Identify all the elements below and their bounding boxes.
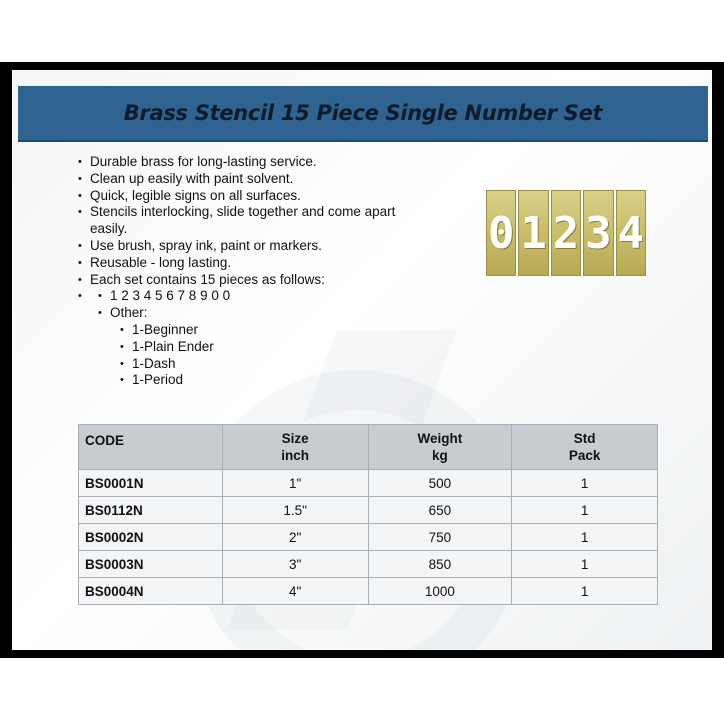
other-item: • 1-Period [76, 372, 436, 389]
header-pack-line1: Std [573, 431, 596, 446]
cell-size: 1" [222, 470, 368, 497]
cell-code: BS0004N [79, 578, 223, 605]
other-items-list [76, 322, 436, 389]
header-size-line1: Size [281, 431, 309, 446]
cell-size: 1.5" [222, 497, 368, 524]
header-code: CODE [79, 425, 223, 470]
table-row [79, 551, 658, 578]
stencil-digit: 3 [585, 207, 612, 259]
table-row [79, 524, 658, 551]
table-row [79, 497, 658, 524]
header-size-line2: inch [281, 448, 310, 463]
other-item: • 1-Plain Ender [76, 339, 436, 356]
cell-size: 3" [222, 551, 368, 578]
table-row [79, 470, 658, 497]
cell-weight: 750 [368, 524, 512, 551]
cell-size: 2" [222, 524, 368, 551]
cell-size: 4" [222, 578, 368, 605]
table-header-row [79, 425, 658, 470]
stencil-plate [616, 190, 646, 276]
title-bar [18, 86, 708, 142]
product-title: Brass Stencil 15 Piece Single Number Set [123, 101, 603, 125]
brass-stencil-image [486, 190, 646, 276]
feature-item: • Each set contains 15 pieces as follows: [76, 272, 436, 289]
stencil-digit: 4 [617, 207, 645, 259]
header-size [222, 425, 368, 470]
stencil-plate [583, 190, 613, 276]
cell-code: BS0002N [79, 524, 223, 551]
other-item: • 1-Beginner [76, 322, 436, 339]
other-item: • 1-Dash [76, 356, 436, 373]
stencil-plate [551, 190, 581, 276]
stencil-plate [486, 190, 516, 276]
cell-code: BS0003N [79, 551, 223, 578]
stencil-digit: 1 [520, 207, 547, 259]
other-label: • Other: [76, 305, 436, 322]
stencil-digit: 0 [487, 207, 515, 259]
set-contents [76, 288, 436, 389]
table-row [79, 578, 658, 605]
header-weight-line2: kg [431, 448, 448, 463]
cell-code: BS0001N [79, 470, 223, 497]
header-weight-line1: Weight [417, 431, 463, 446]
cell-pack: 1 [512, 551, 658, 578]
cell-pack: 1 [512, 524, 658, 551]
cell-code: BS0112N [79, 497, 223, 524]
feature-item: • Stencils interlocking, slide together and come apart easily. [76, 204, 436, 238]
feature-list [76, 154, 436, 389]
feature-item: • Quick, legible signs on all surfaces. [76, 188, 436, 205]
feature-item: • Durable brass for long-lasting service. [76, 154, 436, 171]
cell-weight: 650 [368, 497, 512, 524]
cell-weight: 850 [368, 551, 512, 578]
cell-pack: 1 [512, 578, 658, 605]
set-numbers: • • 1 2 3 4 5 6 7 8 9 0 0 [76, 288, 436, 305]
cell-pack: 1 [512, 470, 658, 497]
cell-pack: 1 [512, 497, 658, 524]
stencil-plate [518, 190, 548, 276]
header-weight [368, 425, 512, 470]
cell-weight: 1000 [368, 578, 512, 605]
feature-item: • Reusable - long lasting. [76, 255, 436, 272]
header-pack [512, 425, 658, 470]
header-pack-line2: Pack [568, 448, 601, 463]
cell-weight: 500 [368, 470, 512, 497]
spec-table [78, 424, 658, 605]
feature-item: • Clean up easily with paint solvent. [76, 171, 436, 188]
page-frame [0, 62, 724, 658]
set-contents-list [76, 288, 436, 322]
feature-item: • Use brush, spray ink, paint or markers. [76, 238, 436, 255]
stencil-digit: 2 [552, 207, 580, 259]
product-sheet [12, 70, 712, 650]
